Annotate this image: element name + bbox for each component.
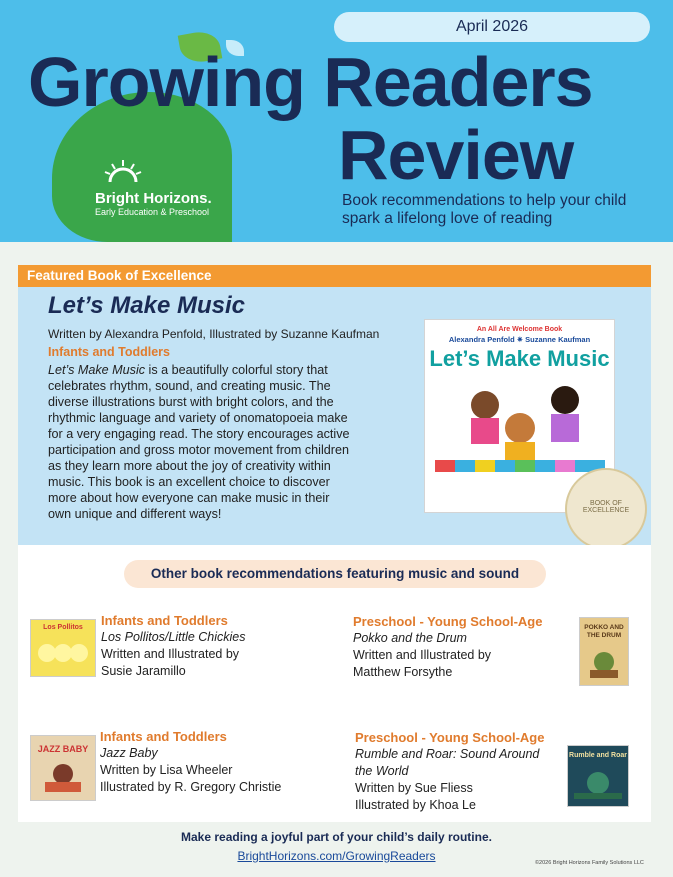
author-line: Written by Lisa Wheeler (100, 763, 233, 777)
thumbnail-title: POKKO AND THE DRUM (584, 624, 624, 639)
author-line: Written and Illustrated by (353, 648, 492, 662)
brand-name: Bright Horizons. (95, 190, 212, 207)
list-item (100, 728, 315, 796)
age-group: Preschool - Young School-Age (355, 730, 545, 745)
forest-illustration (580, 640, 628, 680)
page-title-line2: Review (338, 116, 574, 194)
book-thumbnail (567, 745, 629, 807)
seal-label: BOOK OF EXCELLENCE (582, 500, 630, 514)
book-title: Jazz Baby (100, 746, 158, 760)
book-of-excellence-seal (565, 468, 647, 550)
copyright-notice: ©2026 Bright Horizons Family Solutions LLC (535, 860, 644, 866)
other-recommendations-heading: Other book recommendations featuring music and sound (124, 560, 546, 588)
age-group: Infants and Toddlers (101, 613, 228, 628)
list-item (101, 612, 301, 680)
author-line: Written by Sue Fliess (355, 781, 473, 795)
thumbnail-title: Los Pollitos (43, 624, 83, 631)
author-name: Susie Jaramillo (101, 664, 186, 678)
jazz-illustration (31, 754, 95, 798)
illustrator-line: Illustrated by Khoa Le (355, 798, 476, 812)
tagline: Book recommendations to help your child spark a lifelong love of reading (342, 192, 627, 227)
website-link[interactable]: BrightHorizons.com/GrowingReaders (237, 849, 436, 863)
description-text: is a beautifully colorful story that celebrates rhythm, sound, and creating music. The diverse illustrations burst with bright colors, and the rhythmic language and variety of onomatopoeia make for a very engaging read. The story encourages active participation and gross motor movement from children as they learn more about the joy of creativity within music. This book is an excellent choice to discover more about how everyone can make music in their own unique and different ways! (48, 363, 350, 521)
cover-series: An All Are Welcome Book (476, 326, 563, 333)
featured-section-label: Featured Book of Excellence (18, 265, 651, 287)
page-title: Growing Readers (28, 43, 593, 121)
featured-age-group: Infants and Toddlers (48, 345, 170, 359)
cover-authors: Alexandra Penfold ✷ Suzanne Kaufman (448, 335, 591, 344)
cover-illustration (425, 370, 614, 482)
age-group: Preschool - Young School-Age (353, 614, 543, 629)
world-illustration (568, 759, 628, 803)
featured-book-title: Let’s Make Music (48, 292, 245, 319)
book-title: Rumble and Roar: Sound Around the World (355, 747, 540, 778)
author-line: Written and Illustrated by (101, 647, 240, 661)
brand-logo (95, 190, 212, 217)
chicks-illustration (31, 631, 95, 671)
list-item (353, 613, 568, 681)
cover-title: Let’s Make Music (429, 346, 610, 371)
brand-subtitle: Early Education & Preschool (95, 207, 210, 217)
thumbnail-title: Rumble and Roar (569, 752, 627, 759)
book-thumbnail (30, 619, 96, 677)
book-title: Los Pollitos/Little Chickies (101, 630, 246, 644)
featured-book-byline: Written by Alexandra Penfold, Illustrated by Suzanne Kaufman (48, 327, 380, 341)
list-item (355, 729, 560, 814)
description-book-title: Let’s Make Music (48, 363, 146, 377)
footer-message: Make reading a joyful part of your child’s daily routine. (181, 830, 492, 844)
issue-date: April 2026 (334, 12, 650, 42)
book-thumbnail (30, 735, 96, 801)
book-title: Pokko and the Drum (353, 631, 467, 645)
featured-description (48, 362, 353, 522)
thumbnail-title: JAZZ BABY (37, 744, 89, 754)
author-name: Matthew Forsythe (353, 665, 453, 679)
age-group: Infants and Toddlers (100, 729, 227, 744)
sun-logo-icon (104, 158, 142, 184)
illustrator-line: Illustrated by R. Gregory Christie (100, 780, 282, 794)
book-thumbnail (579, 617, 629, 686)
